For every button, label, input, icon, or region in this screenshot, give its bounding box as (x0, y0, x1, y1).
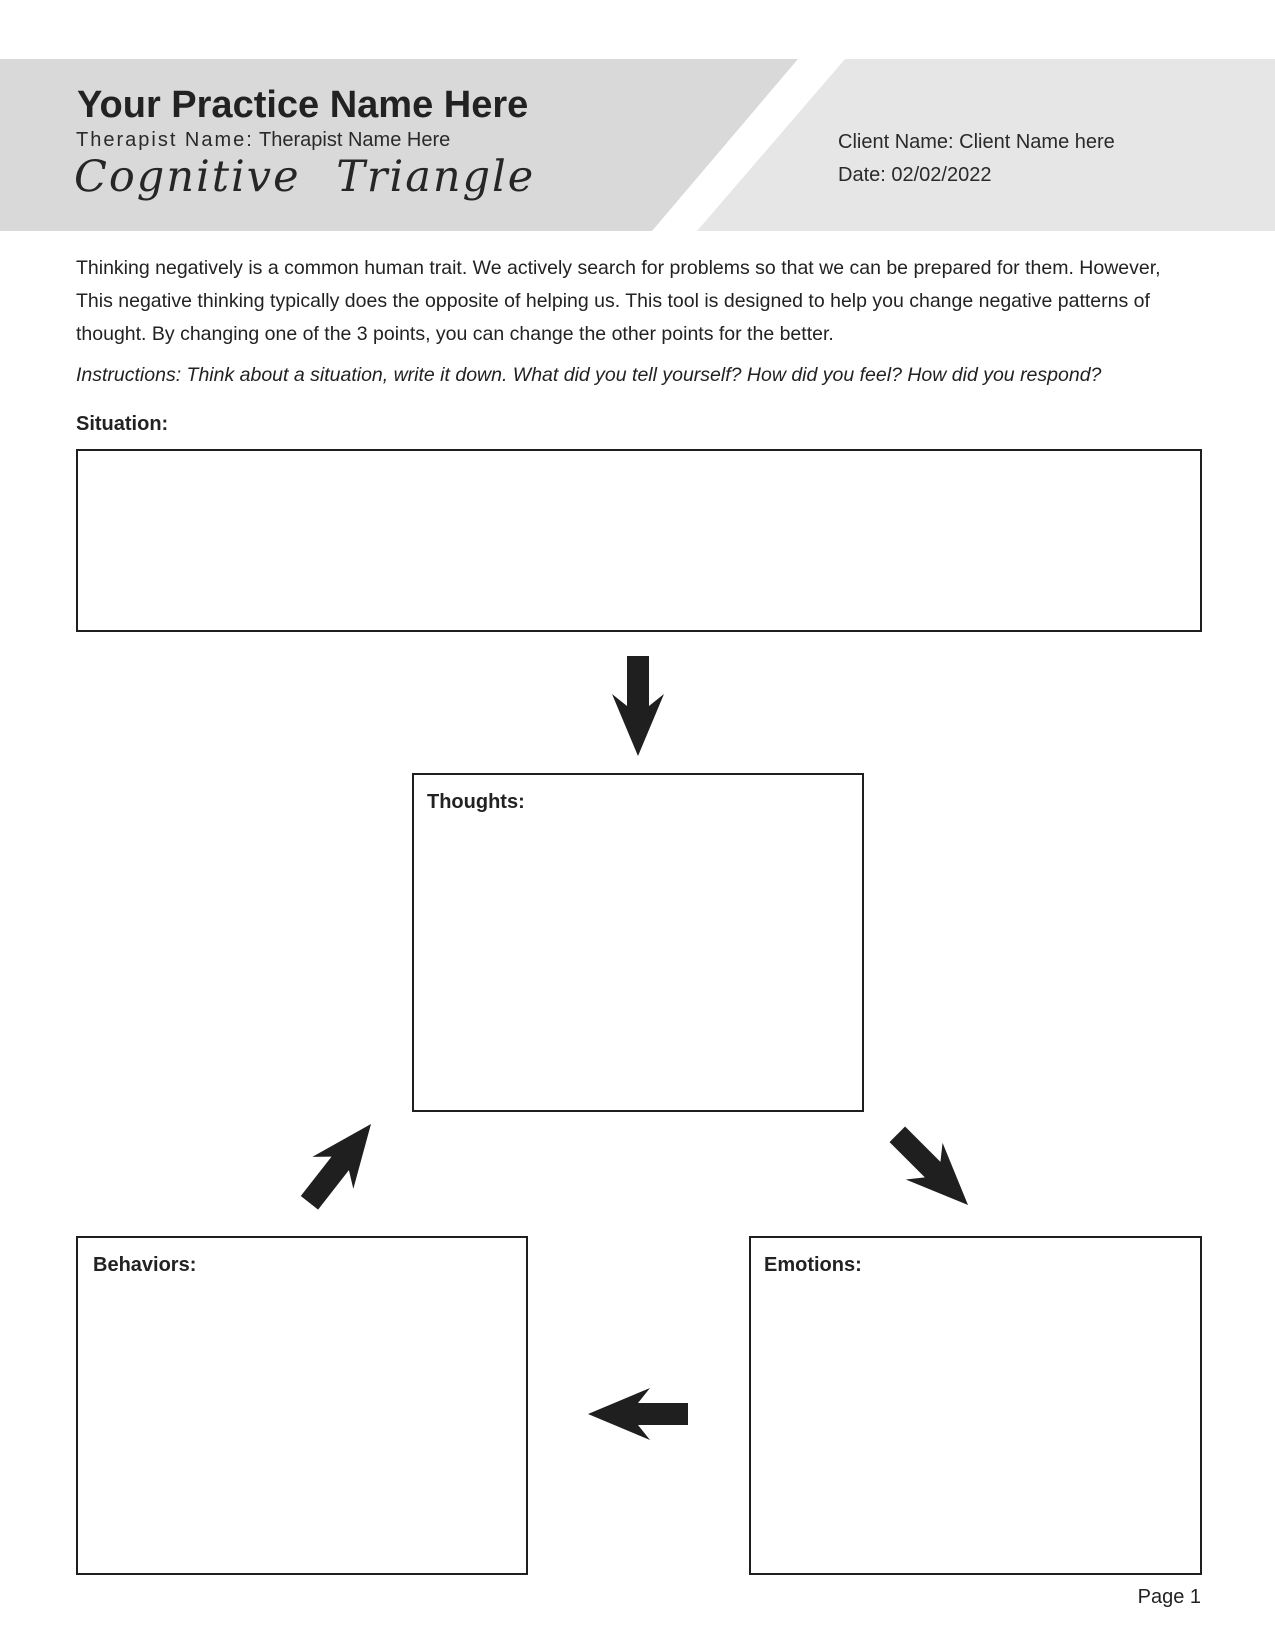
client-label: Client Name: (838, 131, 954, 153)
arrow-down-icon (612, 656, 664, 756)
date-label: Date: (838, 164, 886, 186)
date-value: 02/02/2022 (891, 164, 992, 186)
page-number: Page 1 (1137, 1586, 1201, 1608)
intro-paragraph: Thinking negatively is a common human trait. We actively search for problems so that we can be prepared for them. However, This negative thinking typically does the opposite of helping us. This tool is designed to help you change negative patterns of thought. By changing one of the 3 points, you can change the other points for the better. (76, 257, 1161, 345)
client-name: Client Name here (959, 131, 1115, 153)
behaviors-box[interactable] (76, 1236, 528, 1575)
arrow-up-right-icon (289, 1108, 392, 1219)
therapist-label: Therapist Name: (76, 129, 254, 151)
situation-box[interactable] (76, 449, 1202, 632)
situation-label: Situation: (76, 413, 169, 435)
therapist-row (76, 129, 450, 152)
practice-name: Your Practice Name Here (77, 84, 529, 126)
behaviors-label: Behaviors: (93, 1254, 197, 1276)
emotions-label: Emotions: (764, 1254, 862, 1276)
thoughts-label: Thoughts: (427, 791, 525, 813)
therapist-name: Therapist Name Here (259, 129, 451, 151)
date-row (838, 164, 991, 187)
client-row (838, 131, 1115, 154)
thoughts-box[interactable] (412, 773, 864, 1112)
document-title: Cognitive Triangle (74, 152, 536, 202)
emotions-box[interactable] (749, 1236, 1202, 1575)
arrow-left-icon (588, 1388, 688, 1440)
instructions-text: Instructions: Think about a situation, write it down. What did you tell yourself? How did you feel? How did you respond? (76, 364, 1102, 386)
arrow-down-right-icon (879, 1116, 986, 1223)
